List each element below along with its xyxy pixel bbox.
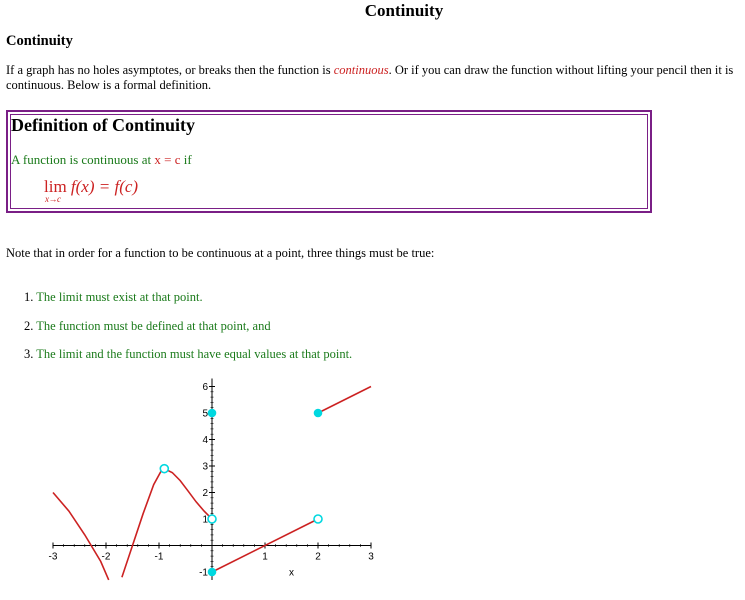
filled-point xyxy=(315,410,322,417)
curve-segment xyxy=(53,493,109,580)
definition-box xyxy=(6,110,652,213)
y-tick-label: 4 xyxy=(202,435,208,446)
filled-point xyxy=(209,410,216,417)
definition-text xyxy=(11,152,192,168)
continuous-emphasis: continuous xyxy=(333,63,389,77)
list-item-text: The limit must exist at that point. xyxy=(36,290,203,304)
x-tick-label: -1 xyxy=(154,551,164,563)
open-point xyxy=(314,515,322,523)
curve-segment xyxy=(318,387,371,414)
limit-expression: f(x) = f(c) xyxy=(66,177,139,196)
y-tick-label: 5 xyxy=(202,408,208,420)
definition-text-end: if xyxy=(180,152,192,167)
intro-text-end: . Or if you can draw the function without lifting your pencil then it is continuous. Below is a formal definition. xyxy=(6,63,734,92)
open-point xyxy=(208,515,216,523)
list-item-number: 1. xyxy=(24,290,34,304)
definition-title: Definition of Continuity xyxy=(11,115,196,135)
conditions-intro: Note that in order for a function to be continuous at a point, three things must be true: xyxy=(6,246,435,260)
function-graph xyxy=(38,378,388,600)
list-item-text: The function must be defined at that point, and xyxy=(36,318,271,333)
filled-point xyxy=(209,569,216,576)
y-tick-label: 3 xyxy=(202,461,208,473)
x-tick-label: 1 xyxy=(262,551,268,563)
limit-word: lim xyxy=(44,177,67,196)
limit-formula xyxy=(44,177,139,204)
list-item-text: The limit and the function must have equal values at that point. xyxy=(36,347,353,361)
x-tick-label: -2 xyxy=(101,551,111,563)
y-tick-label: 1 xyxy=(202,514,208,526)
open-point xyxy=(160,465,168,473)
x-tick-label: -3 xyxy=(48,551,58,563)
list-item xyxy=(24,319,352,348)
definition-variable: x = c xyxy=(154,152,181,167)
page-title: Continuity xyxy=(364,1,444,20)
list-item-number: 2. xyxy=(24,318,34,333)
intro-text-start: If a graph has no holes asymptotes, or breaks then the function is xyxy=(6,63,334,77)
list-item-number: 3. xyxy=(24,347,34,361)
intro-paragraph xyxy=(6,63,744,93)
x-axis-label: x xyxy=(289,567,294,579)
x-tick-label: 3 xyxy=(368,551,374,563)
conditions-list xyxy=(24,290,352,376)
definition-text-start: A function is continuous at xyxy=(11,152,155,167)
section-heading: Continuity xyxy=(6,33,73,49)
list-item xyxy=(24,347,352,376)
y-tick-label: 2 xyxy=(202,488,208,499)
y-tick-label: 6 xyxy=(202,382,208,393)
list-item xyxy=(24,290,352,319)
limit-subscript: x→c xyxy=(45,194,61,204)
x-tick-label: 2 xyxy=(315,551,321,563)
y-tick-label: -1 xyxy=(199,567,208,579)
